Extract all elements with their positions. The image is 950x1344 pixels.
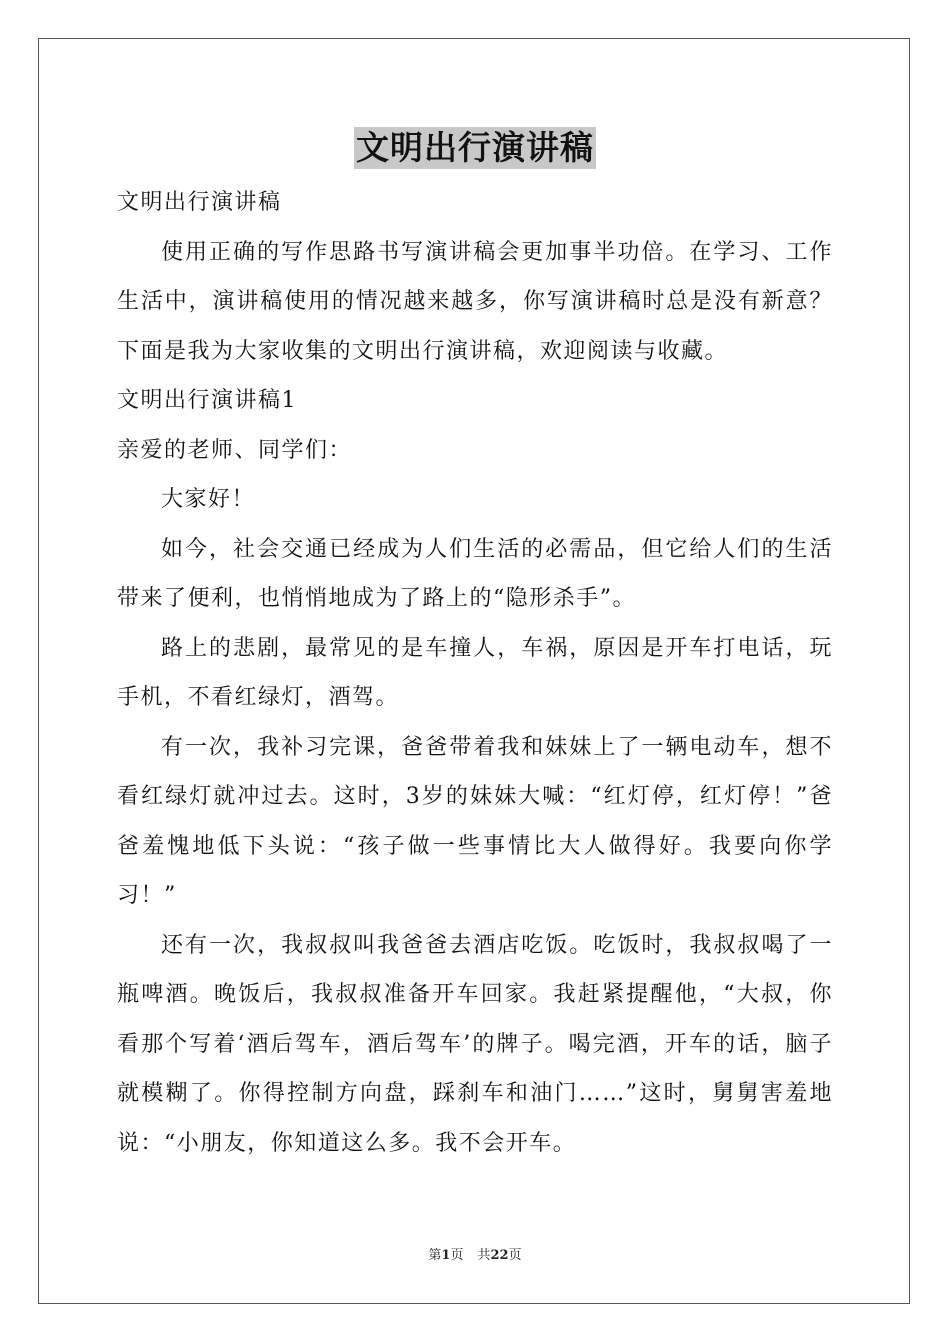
total-prefix: 共 (477, 1248, 491, 1263)
paragraph: 还有一次，我叔叔叫我爸爸去酒店吃饭。吃饭时，我叔叔喝了一瓶啤酒。晚饭后，我叔叔准备开车回家。我赶紧提醒他，“大叔，你看那个写着‘酒后驾车，酒后驾车’的牌子。喝完酒，开车的话，脑子就模糊了。你得控制方向盘，踩刹车和油门……”这时，舅舅害羞地说：“小朋友，你知道这么多。我不会开车。 (117, 932, 833, 1156)
page-current: 1 (441, 1248, 451, 1263)
paragraph: 亲爱的老师、同学们： (117, 437, 353, 463)
paragraph: 有一次，我补习完课，爸爸带着我和妹妹上了一辆电动车，想不看红绿灯就冲过去。这时，3岁的妹妹大喊：“红灯停，红灯停！”爸爸羞愧地低下头说：“孩子做一些事情比大人做得好。我要向你学习！” (117, 734, 833, 908)
paragraph: 文明出行演讲稿 (117, 190, 282, 215)
document-title: 文明出行演讲稿 (356, 128, 594, 167)
paragraph: 文明出行演讲稿1 (117, 388, 297, 413)
page-prefix: 第 (428, 1248, 442, 1263)
paragraph: 如今，社会交通已经成为人们生活的必需品，但它给人们的生活带来了便利，也悄悄地成为了路上的“隐形杀手”。 (117, 536, 833, 611)
paragraph: 大家好！ (161, 487, 256, 512)
page-footer (0, 1247, 950, 1265)
title-container (0, 127, 950, 169)
page-total: 22 (490, 1248, 509, 1263)
paragraph: 路上的悲剧，最常见的是车撞人，车祸，原因是开车打电话，玩手机，不看红绿灯，酒驾。 (117, 635, 833, 710)
document-body (117, 178, 833, 1168)
total-suffix: 页 (508, 1248, 522, 1263)
page-suffix: 页 (450, 1248, 464, 1263)
paragraph: 使用正确的写作思路书写演讲稿会更加事半功倍。在学习、工作生活中，演讲稿使用的情况越来越多，你写演讲稿时总是没有新意？下面是我为大家收集的文明出行演讲稿，欢迎阅读与收藏。 (117, 239, 833, 364)
